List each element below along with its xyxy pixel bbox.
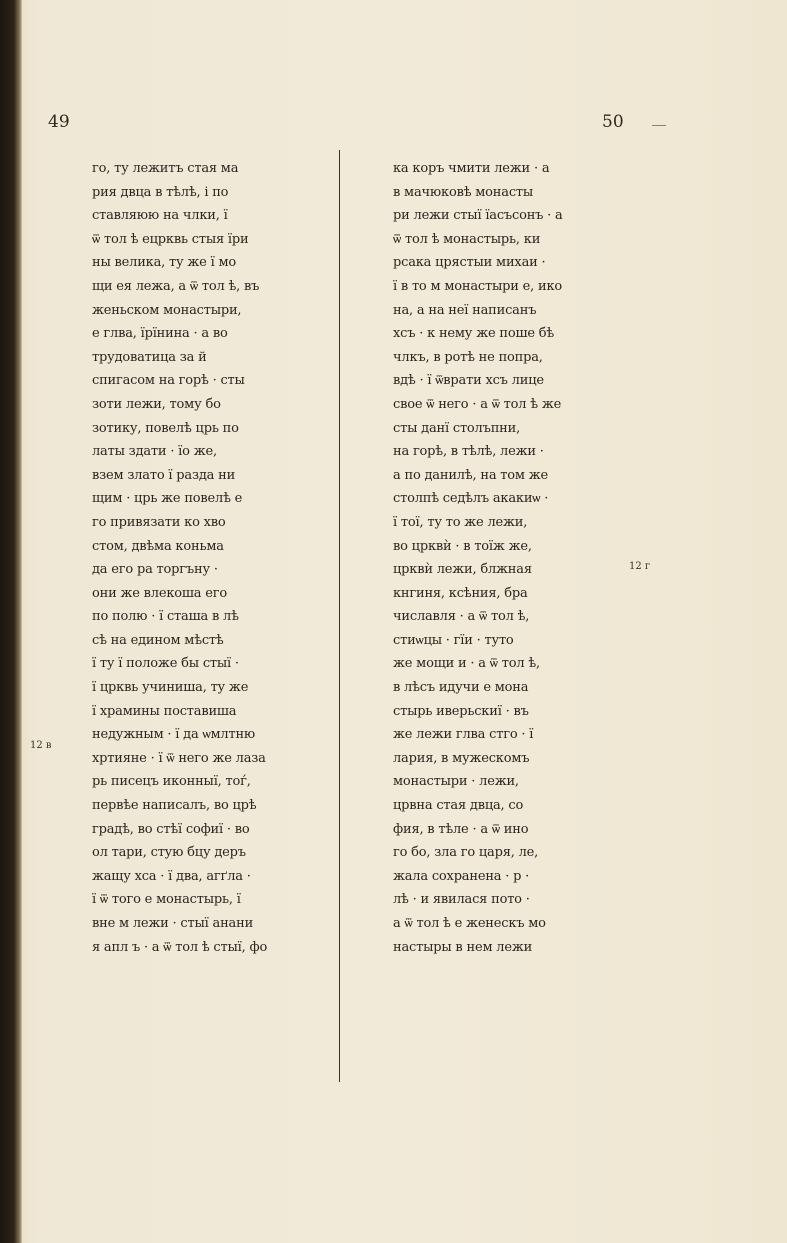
text-line: ка коръ чмити лежи · а xyxy=(393,161,550,176)
text-line: рия двца в тѣлѣ, і по xyxy=(92,184,229,200)
text-line: градѣ, во стѣї софиї · во xyxy=(92,821,250,837)
text-line: по полю · ї сташа в лѣ xyxy=(92,609,239,625)
text-line: ї црквь учиниша, ту же xyxy=(92,680,249,696)
text-line: настыры в нем лежи xyxy=(393,939,533,955)
text-line: свое ѿ него · а ѿ тол ѣ же xyxy=(393,396,562,412)
text-line: жащу хса · ї два, агґла · xyxy=(92,868,251,884)
text-line: первѣе написалъ, во црѣ xyxy=(92,798,257,814)
text-line: вдѣ · ї ѿврати хсъ лице xyxy=(393,373,544,389)
text-line: латы здати · їо же, xyxy=(92,444,217,460)
text-line: недужным · ї да ѡмлтню xyxy=(92,727,256,743)
text-line: взем злато ї разда ни xyxy=(92,467,236,483)
text-line: го бо, зла го царя, ле, xyxy=(393,845,539,861)
text-line: в лѣсъ идучи е мона xyxy=(393,680,529,696)
text-line: го привязати ко хво xyxy=(92,514,226,530)
text-line: монастыри · лежи, xyxy=(393,774,519,790)
text-column-left xyxy=(92,157,268,959)
text-line: рь писецъ иконныї, тоѓ, xyxy=(92,774,251,790)
page-number-right: 50 xyxy=(602,112,624,132)
text-line: зотику, повелѣ црь по xyxy=(92,420,239,436)
text-line: же мощи и · а ѿ тол ѣ, xyxy=(393,656,540,672)
text-line: ї ту ї положе бы стыї · xyxy=(92,656,239,672)
book-binding-edge xyxy=(0,0,22,1243)
text-line: е глва, ïрïнина · а во xyxy=(92,326,228,342)
text-line: фия, в тѣле · а ѿ ино xyxy=(393,821,529,837)
text-line: щим · црь же повелѣ е xyxy=(92,491,243,507)
text-line: жала сохранена · р · xyxy=(393,868,530,884)
text-column-right xyxy=(393,157,563,959)
text-line: члкъ, в ротѣ не попра, xyxy=(393,349,543,365)
text-line: щи ея лежа, а ѿ тол ѣ, въ xyxy=(92,278,260,294)
text-line: ѿ тол ѣ монастырь, ки xyxy=(393,231,541,247)
text-line: на, а на неї написанъ xyxy=(393,302,537,318)
page-number-left: 49 xyxy=(48,112,70,132)
text-line: ї тоï, ту то же лежи, xyxy=(393,514,528,530)
column-divider xyxy=(339,150,340,1082)
text-line: кнгиня, ксѣния, бра xyxy=(393,585,528,601)
text-line: сты данї столъпни, xyxy=(393,420,521,436)
text-line: они же влекоша его xyxy=(92,585,227,601)
text-line: на горѣ, в тѣлѣ, лежи · xyxy=(393,444,544,460)
text-line: спигасом на горѣ · сты xyxy=(92,373,245,389)
text-line: ї храмины поставиша xyxy=(92,703,237,719)
text-line: трудоватица за й xyxy=(92,349,207,365)
text-line: црвна стая двца, со xyxy=(393,798,524,814)
text-line: рсака црястыи михаи · xyxy=(393,255,546,271)
text-line: ї в то м монастыри е, ико xyxy=(393,278,563,294)
text-line: во црквѝ · в тоїж же, xyxy=(393,538,532,554)
text-line: столпѣ седѣлъ акакиѡ · xyxy=(393,491,549,507)
text-line: стиѡцы · гїи · туто xyxy=(393,632,514,648)
text-line: ны велика, ту же ї мо xyxy=(92,255,237,271)
text-line: ри лежи стыї ïасъсонъ · а xyxy=(393,208,563,224)
text-line: я апл ъ · а ѿ тол ѣ стыї, фо xyxy=(92,939,268,955)
text-line: хртияне · ї ѿ него же лаза xyxy=(92,750,266,766)
text-line: женьском монастыри, xyxy=(92,302,242,318)
text-line: ї ѿ того е монастырь, ї xyxy=(92,892,241,908)
text-line: црквѝ лежи, блжная xyxy=(393,562,532,578)
text-line: ол тари, стую бцу деръ xyxy=(92,845,246,861)
text-line: а по данилѣ, на том же xyxy=(393,467,549,483)
text-line: в мачюковѣ монасты xyxy=(393,184,534,200)
text-line: лѣ · и явилася пото · xyxy=(393,892,530,908)
text-line: стырь иверьскиї · въ xyxy=(393,703,529,719)
text-line: зоти лежи, тому бо xyxy=(92,396,221,412)
text-line: а ѿ тол ѣ е женескъ мо xyxy=(393,916,546,931)
text-line: го, ту лежитъ стая ма xyxy=(92,161,239,176)
text-line: лария, в мужескомъ xyxy=(393,750,530,766)
text-line: хсъ · к нему же поше бѣ xyxy=(393,326,555,342)
text-line: сѣ на едином мѣстѣ xyxy=(92,632,224,648)
text-line: да его ра торгъну · xyxy=(92,562,218,578)
text-line: ставляюю на члки, ї xyxy=(92,208,228,224)
text-line: ѿ тол ѣ ецрквь стыя ïри xyxy=(92,231,249,247)
text-line: числавля · а ѿ тол ѣ, xyxy=(393,609,530,625)
margin-note-right: 12 г xyxy=(629,561,651,572)
text-line: стом, двѣма коньма xyxy=(92,538,224,554)
header-dash-mark xyxy=(652,125,666,126)
text-line: вне м лежи · стыї анани xyxy=(92,916,254,931)
text-line: же лежи глва стго · ї xyxy=(393,727,534,743)
margin-note-left: 12 в xyxy=(30,740,52,751)
